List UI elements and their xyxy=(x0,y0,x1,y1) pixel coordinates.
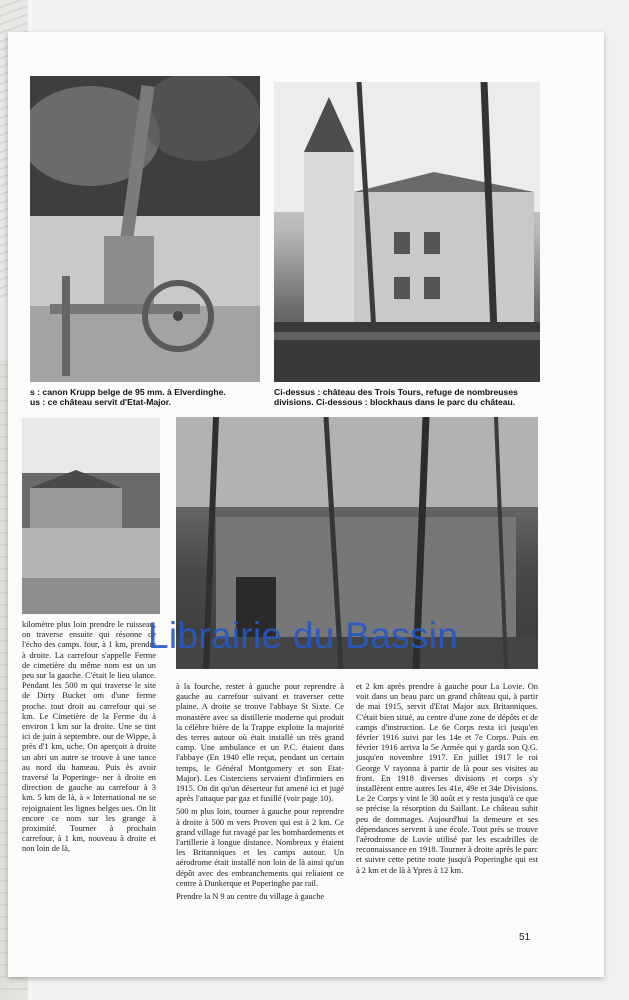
page-number: 51 xyxy=(519,932,531,943)
chateau-illustration xyxy=(274,82,540,382)
text-column-1 xyxy=(22,620,156,858)
caption-left xyxy=(30,387,226,408)
caption-right-line-2: divisions. Ci-dessous : blockhaus dans le parc du château. xyxy=(274,397,516,408)
text-column-3 xyxy=(356,682,538,879)
caption-right-line-1: Ci-dessus : château des Trois Tours, refuge de nombreuses xyxy=(274,387,518,397)
column-3-text: et 2 km après prendre à gauche pour La Lovie. On voit dans un beau parc un grand château qui, à partir de mai 1915, servit d'Etat Major aux Britanniques. C'était bien situé, au centre d'une zone de dépôts et de camps d'instruction. Le 6e Corps resta ici jusqu'en février 1916 suivi par les 14e et 7e Corps. Puis en février 1916 arriva la 5e Armée qui y garda son Q.G. jusqu'en novembre 1917. En juillet 1917 le roi George V rayonna à partir de là pour ses visites au front. En 1918 diverses divisions et corps s'y installèrent entre autres les 41e, 49e et 34e Divisions. Le 2e Corps y vint le 30 août et y resta jusqu'à ce que se précise la résorption du Saillant. Le château subit peu de dommages. Aujourd'hui la demeure et ses dépendances servent à une école. Tout près se trouve l'aérodrome de Lovie utilisé par les escadrilles de reconnaissance en 1918. Tourner à droite après le parc et suivre cette petite route jusqu'à Poperinghe qui est à 2 km et de là à Ypres à 12 km. xyxy=(356,682,538,875)
column-2-paragraph-1: à la fourche, rester à gauche pour reprendre à gauche au carrefour suivant et traverser cette plaine. A droite se trouve l'abbaye St Sixte. Ce monastère avec sa distillerie moderne qui produit la célèbre bière de la Trappe exploite la majorité des terres autour où était installé un très grand camp. Une ambulance et un P.C. étaient dans l'abbaye (En 1940 elle reçut, pendant un certain temps, le Général Montgomery et son Etat-Major). Les Cisterciens servaient d'infirmiers en 1915. On dit qu'un déserteur fut amené ici et jugé après l'attaque par gaz et fusillé (voir page 10). xyxy=(176,682,344,804)
column-2-paragraph-2: 500 m plus loin, tourner à gauche pour reprendre à droite à 500 m vers Proven qui est à 2 km. Ce grand village fut ravagé par les bombardements et l'artillerie à longue distance. Nombreux y étaient les Britanniques et les camps autour. Un aérodrome était installé non loin de là ainsi qu'un dépôt avec des embranchements qui reliaient ce centre à Dunkerque et Poperinghe par rail. xyxy=(176,807,344,888)
watermark: Librairie du Bassin xyxy=(148,615,459,656)
column-1-text: kilomètre plus loin prendre le ruisseau, on traverse ensuite qui résonne de l'écho des camps. four, à 1 km, prendre à droite. La carrefour s'appelle Ferme de cimetière du même nom est un un peu sur la gauche. C'était le lieu ulance. Pendant les 500 m qui traverse le site de Dirty Bucket om d'une ferme proche. tout droit au carrefour qui se km. Le Cimetière de la Ferme du à environ 1 km sur la droite. Une se tint ici de juin à septembre. our de Wippe, à près d'1 km, uche. On aperçoit à droite un abri un autre se trouve à une tance au nord du hameau. Puis ès avoir traversé la Poperinge- ner à droite en direction de gauche au carrefour à 3 km. 5 km de là, à « International ne se rejoignaient les lignes belges ues. On lit encore ce nom sur les grange à proximité. Tourner à prochain carrefour, à 1 km, nouveau à droite et non loin de là, xyxy=(22,620,156,854)
column-2-paragraph-3: Prendre la N 9 au centre du village à gauche xyxy=(176,892,325,902)
photo-chateau-etat-major xyxy=(22,418,160,614)
photo-krupp-cannon xyxy=(30,76,260,382)
text-column-2 xyxy=(176,682,344,905)
chateau-small-illustration xyxy=(22,418,160,614)
caption-right xyxy=(274,387,518,408)
photo-chateau-trois-tours xyxy=(274,82,540,382)
caption-left-line-2: us : ce château servit d'Etat-Major. xyxy=(30,397,172,408)
cannon-illustration xyxy=(30,76,260,382)
caption-left-line-1: s : canon Krupp belge de 95 mm. à Elverdinghe. xyxy=(30,387,226,397)
